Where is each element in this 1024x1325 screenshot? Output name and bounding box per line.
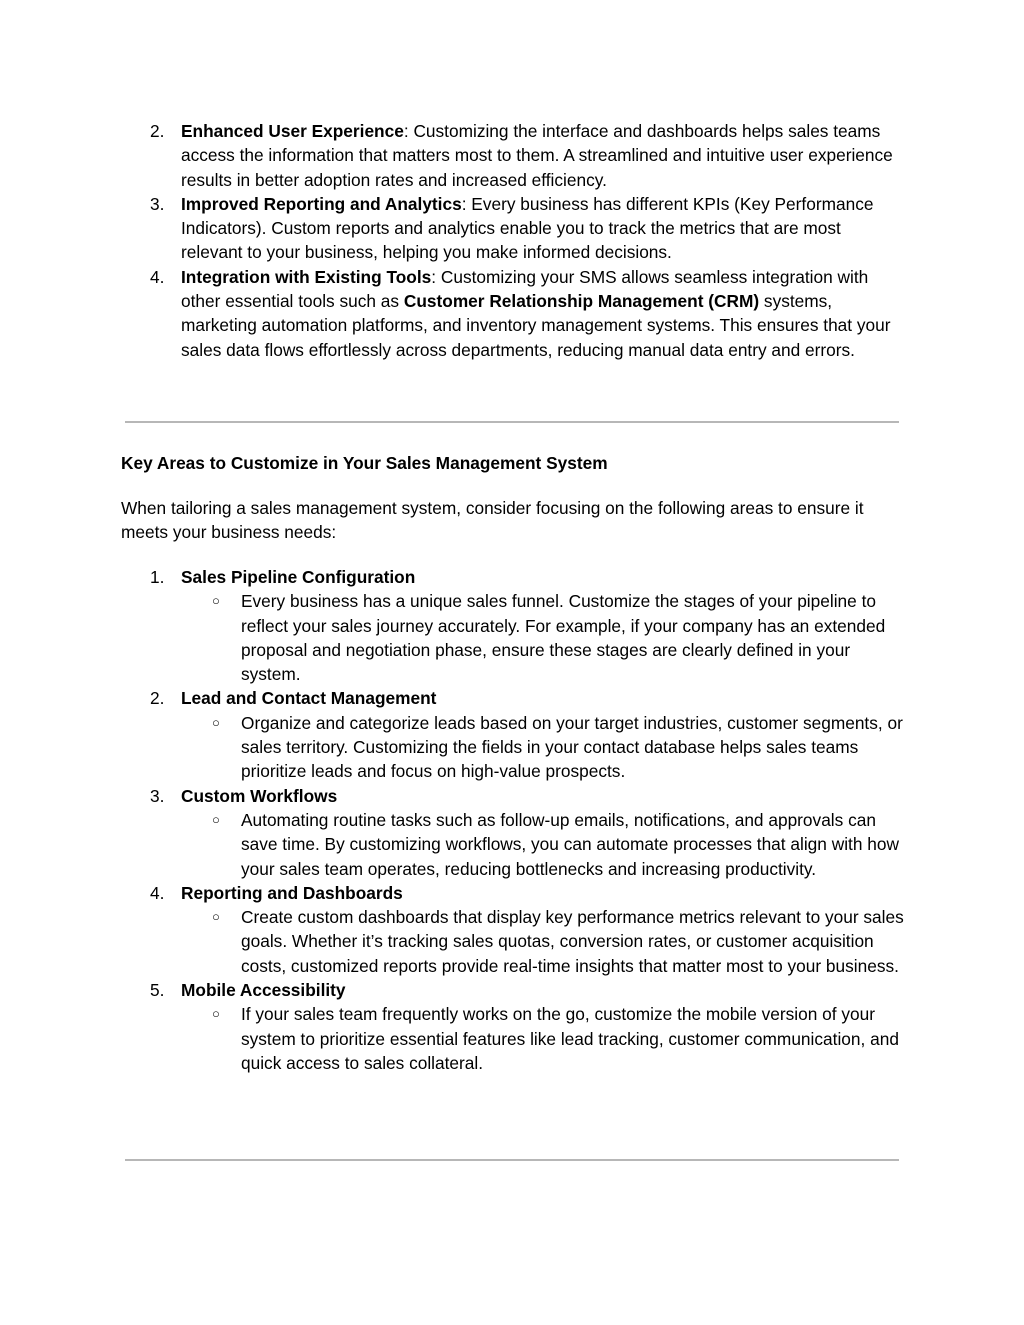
- list-number: 4.: [150, 266, 165, 287]
- item-title: Mobile Accessibility: [181, 980, 346, 1001]
- sub-item-text: If your sales team frequently works on the go, customize the mobile version of your system to prioritize essential features like lead tracking, customer communication, and quick access to sales collateral.: [241, 1004, 899, 1073]
- item-bold-inline: Customer Relationship Management (CRM): [403, 291, 760, 312]
- list-item: [0, 192, 906, 265]
- sub-item: [181, 589, 906, 686]
- list-item: [0, 686, 906, 783]
- list-item: [0, 265, 906, 362]
- list-number: 4.: [150, 882, 165, 903]
- sub-item: [181, 905, 906, 978]
- key-areas-list: [0, 565, 1024, 1075]
- sub-item: [181, 808, 906, 881]
- item-text: : Every business has different KPIs (Key Performance Indicators). Custom reports and analytics enable you to track the metrics that are most relevant to your business, helping you make informed decisions.: [181, 193, 874, 263]
- list-item: [0, 119, 906, 192]
- hollow-circle-bullet-icon: ○: [212, 811, 220, 827]
- item-text: : Customizing your SMS allows seamless integration with other essential tools such as: [181, 266, 869, 312]
- sub-item-text: Organize and categorize leads based on your target industries, customer segments, or sales territory. Customizing the fields in your contact database helps sales teams prioritize leads and focus on high-value prospects.: [241, 712, 903, 782]
- benefits-list: [0, 119, 1024, 362]
- list-item: [0, 784, 906, 881]
- list-number: 2.: [150, 688, 165, 709]
- list-number: 3.: [150, 785, 165, 806]
- hollow-circle-bullet-icon: ○: [212, 1006, 220, 1022]
- hollow-circle-bullet-icon: ○: [212, 714, 220, 730]
- sub-item-text: Create custom dashboards that display key performance metrics relevant to your sales goals. Whether it’s tracking sales quotas, conversion rates, or customer acquisition costs, customized reports provide real-time insights that matter most to your business.: [241, 907, 904, 976]
- item-title: Lead and Contact Management: [181, 688, 437, 709]
- list-item: [0, 881, 906, 978]
- list-number: 2.: [150, 121, 165, 141]
- list-item: [0, 565, 906, 686]
- list-number: 5.: [150, 980, 165, 1001]
- item-title: Reporting and Dashboards: [181, 882, 403, 903]
- section-heading: Key Areas to Customize in Your Sales Management System: [121, 453, 608, 473]
- list-item: [0, 978, 906, 1075]
- item-title: Improved Reporting and Analytics: [181, 193, 462, 214]
- item-title: Enhanced User Experience: [181, 121, 404, 141]
- item-text-after: systems, marketing automation platforms, and inventory management systems. This ensures that your sales data flows effortlessly across departments, reducing manual data entry and errors.: [181, 291, 891, 360]
- item-title: Sales Pipeline Configuration: [181, 567, 416, 587]
- sub-item: [181, 711, 906, 784]
- list-number: 3.: [150, 193, 165, 214]
- section-intro: When tailoring a sales management system, consider focusing on the following areas to ensure it meets your business needs:: [121, 498, 864, 543]
- item-title: Custom Workflows: [181, 785, 338, 806]
- sub-item: [181, 1002, 906, 1075]
- sub-item-text: Automating routine tasks such as follow-up emails, notifications, and approvals can save time. By customizing workflows, you can automate processes that align with how your sales team operates, reducing bottlenecks and increasing productivity.: [241, 809, 899, 879]
- item-title: Integration with Existing Tools: [181, 266, 432, 287]
- hollow-circle-bullet-icon: ○: [212, 909, 220, 925]
- horizontal-divider: [125, 421, 899, 423]
- item-text: : Customizing the interface and dashboards helps sales teams access the information that matters most to them. A streamlined and intuitive user experience results in better adoption rates and increased efficiency.: [181, 121, 893, 190]
- horizontal-divider: [125, 1159, 899, 1161]
- hollow-circle-bullet-icon: ○: [212, 593, 220, 609]
- list-number: 1.: [150, 567, 165, 587]
- sub-item-text: Every business has a unique sales funnel. Customize the stages of your pipeline to reflect your sales journey accurately. For example, if your company has an extended proposal and negotiation phase, ensure these stages are clearly defined in your system.: [241, 591, 886, 685]
